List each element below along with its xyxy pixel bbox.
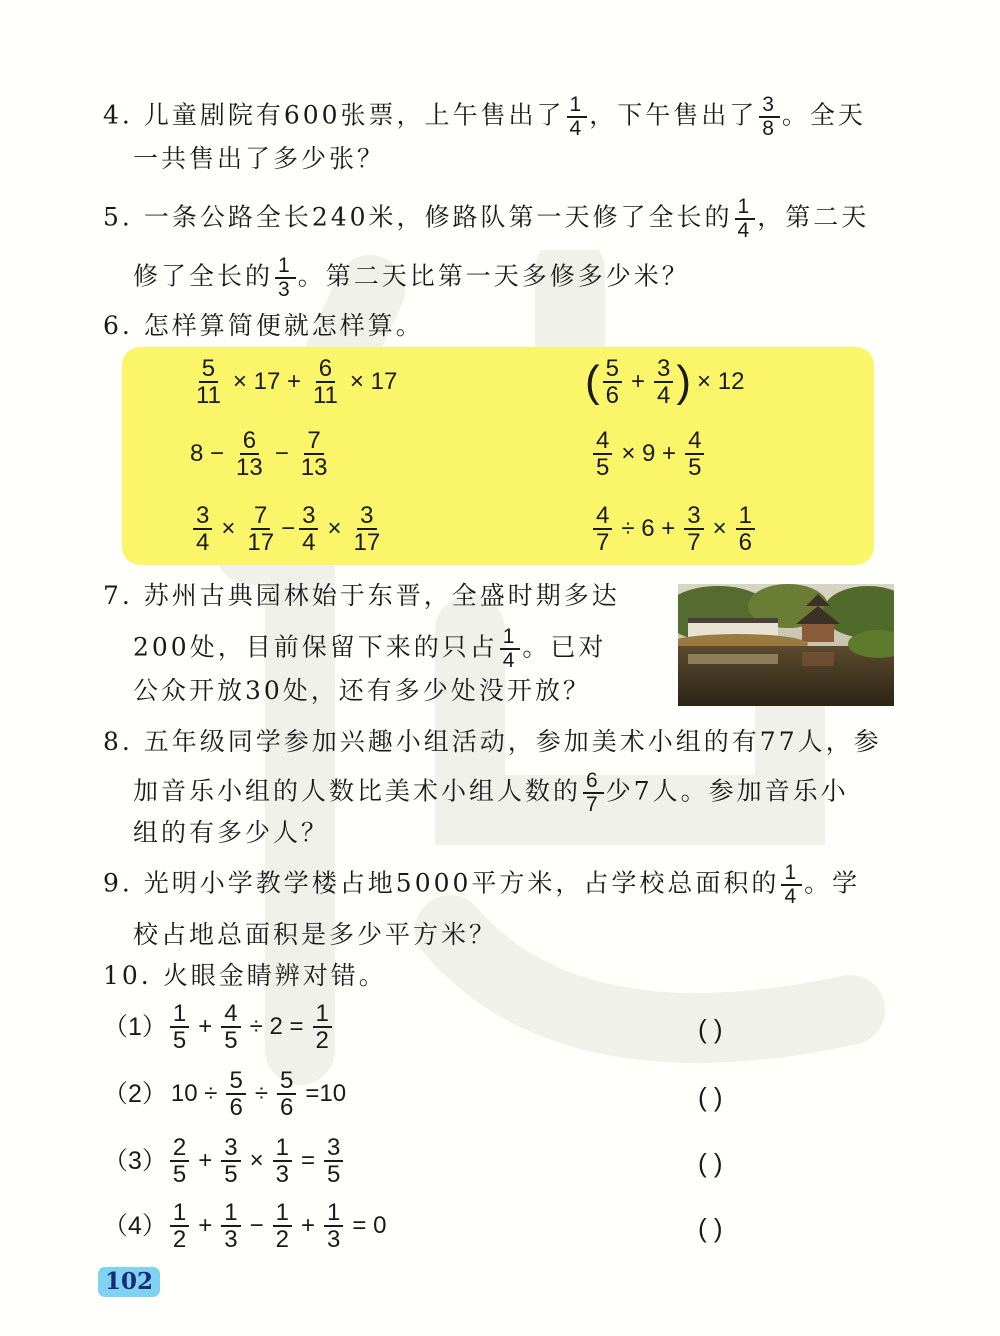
numerator: 3	[299, 503, 318, 530]
denominator: 4	[657, 382, 671, 409]
denominator: 6	[229, 1094, 243, 1121]
numerator: 4	[685, 428, 704, 455]
numerator: 5	[226, 1068, 245, 1095]
expression-5	[190, 503, 386, 555]
problem-9-line-2: 校占地总面积是多少平方米？	[133, 920, 498, 949]
fraction	[583, 770, 604, 816]
fraction	[500, 626, 521, 672]
problem-text: 200处，目前保留下来的只占	[133, 632, 498, 662]
answer-bracket[interactable]: ( )	[698, 1014, 723, 1044]
fraction	[324, 1135, 343, 1187]
numerator: 2	[170, 1135, 189, 1162]
problem-8-line-1: 8. 五年级同学参加兴趣小组活动，参加美术小组的有77人，参	[103, 727, 882, 756]
fraction	[275, 255, 296, 301]
denominator: 6	[738, 529, 752, 556]
expression-6	[590, 503, 758, 555]
denominator: 11	[312, 382, 338, 409]
denominator: 7	[596, 529, 610, 556]
denominator: 3	[278, 278, 293, 302]
fraction	[593, 503, 612, 555]
fraction	[244, 503, 277, 555]
right-parenthesis: )	[676, 357, 692, 407]
numerator: 1	[170, 1200, 189, 1227]
problem-text: 儿童剧院有600张票，上午售出了	[143, 100, 565, 130]
problem-4-line-1	[103, 94, 866, 140]
denominator: 4	[569, 117, 585, 141]
denominator: 5	[327, 1161, 341, 1188]
expression-2	[585, 356, 750, 408]
problem-text: 加音乐小组的人数比美术小组人数的	[133, 776, 582, 806]
numerator: 1	[500, 626, 521, 650]
numerator: 3	[759, 94, 780, 118]
item-index: （2）	[103, 1079, 167, 1108]
numerator: 1	[313, 1001, 332, 1028]
denominator: 5	[688, 454, 702, 481]
problem-text: 。学	[804, 868, 861, 898]
fraction	[567, 94, 588, 140]
fraction	[193, 503, 212, 555]
judgement-4	[103, 1198, 392, 1254]
left-parenthesis: (	[585, 357, 600, 407]
fraction	[170, 1200, 189, 1252]
problem-8-line-2	[133, 770, 849, 816]
fraction	[684, 503, 703, 555]
fraction	[603, 356, 622, 408]
fraction	[298, 428, 331, 480]
operator: = 0	[352, 1212, 387, 1239]
fraction	[310, 356, 341, 408]
operator: ÷	[254, 1080, 268, 1107]
fraction	[736, 503, 755, 555]
numerator: 3	[357, 503, 376, 530]
fraction	[170, 1135, 189, 1187]
numerator: 1	[781, 862, 802, 886]
operator: ÷ 6 +	[621, 515, 676, 542]
fraction	[221, 1135, 240, 1187]
problem-text: 。全天	[781, 100, 866, 130]
fraction	[324, 1200, 343, 1252]
operator: 8 −	[190, 440, 225, 467]
problem-7-line-3: 公众开放30处，还有多少处没开放？	[133, 676, 591, 705]
denominator: 13	[236, 454, 263, 481]
numerator: 1	[221, 1200, 240, 1227]
fraction	[350, 503, 383, 555]
item-index: （4）	[103, 1211, 167, 1240]
denominator: 5	[596, 454, 610, 481]
judgement-3	[103, 1133, 346, 1189]
denominator: 3	[275, 1161, 290, 1188]
denominator: 5	[224, 1161, 238, 1188]
garden-photo	[678, 584, 894, 706]
denominator: 2	[315, 1027, 329, 1054]
operator: 10 ÷	[170, 1080, 218, 1107]
numerator: 6	[583, 770, 604, 794]
numerator: 3	[193, 503, 212, 530]
problem-number: 4.	[103, 100, 133, 130]
problem-number: 5.	[103, 202, 133, 232]
problem-text: 一条公路全长240米，修路队第一天修了全长的	[143, 202, 733, 232]
denominator: 3	[224, 1226, 238, 1253]
denominator: 6	[605, 382, 620, 409]
problem-text: 少7人。参加音乐小	[605, 776, 849, 806]
denominator: 3	[327, 1226, 341, 1253]
numerator: 7	[251, 503, 270, 530]
answer-bracket[interactable]: ( )	[698, 1213, 723, 1243]
operator: +	[198, 1147, 213, 1174]
fraction	[299, 503, 318, 555]
denominator: 4	[196, 529, 210, 556]
answer-bracket[interactable]: ( )	[698, 1082, 723, 1112]
numerator: 4	[593, 503, 612, 530]
expression-3	[190, 428, 333, 480]
judgement-1	[103, 999, 335, 1055]
operator: −	[281, 515, 296, 542]
problem-6-heading: 6. 怎样算简便就怎样算。	[103, 311, 424, 340]
operator: +	[198, 1212, 213, 1239]
denominator: 2	[172, 1226, 187, 1253]
denominator: 17	[353, 529, 381, 556]
numerator: 7	[304, 428, 323, 455]
operator: =10	[305, 1080, 347, 1107]
problem-text: 。已对	[522, 632, 607, 662]
problem-7-line-2	[133, 626, 606, 672]
numerator: 1	[273, 1200, 292, 1227]
fraction	[685, 428, 704, 480]
fraction	[193, 356, 224, 408]
operator: +	[198, 1013, 213, 1040]
operator: −	[249, 1212, 264, 1239]
numerator: 5	[277, 1068, 296, 1095]
problem-10-heading: 10. 火眼金睛辨对错。	[103, 961, 387, 990]
denominator: 4	[502, 649, 518, 673]
denominator: 7	[687, 529, 701, 556]
operator: × 12	[697, 368, 745, 395]
numerator: 3	[324, 1135, 343, 1162]
fraction	[654, 356, 673, 408]
denominator: 5	[172, 1161, 187, 1188]
operator: +	[301, 1212, 316, 1239]
operator: × 9 +	[621, 440, 677, 467]
operator: ×	[327, 515, 342, 542]
problem-text: 9. 光明小学教学楼占地5000平方米，占学校总面积的	[103, 868, 780, 898]
numerator: 3	[684, 503, 703, 530]
fraction	[273, 1135, 292, 1187]
fraction	[233, 428, 266, 480]
fraction	[226, 1068, 245, 1120]
fraction	[735, 196, 756, 242]
denominator: 5	[172, 1027, 187, 1054]
numerator: 6	[316, 356, 335, 383]
denominator: 5	[224, 1027, 238, 1054]
operator: ×	[221, 515, 236, 542]
numerator: 4	[221, 1001, 240, 1028]
numerator: 1	[735, 196, 756, 220]
operator: ×	[712, 515, 727, 542]
numerator: 1	[324, 1200, 343, 1227]
operator: × 17 +	[232, 368, 301, 395]
problem-8-line-3: 组的有多少人？	[133, 818, 330, 847]
fraction	[221, 1001, 240, 1053]
numerator: 5	[603, 356, 622, 383]
problem-5-line-1	[103, 196, 869, 242]
problem-4-line-2: 一共售出了多少张？	[133, 144, 386, 173]
fraction	[781, 862, 802, 908]
numerator: 3	[221, 1135, 240, 1162]
expression-1	[190, 356, 403, 408]
fraction	[273, 1200, 292, 1252]
problem-5-line-2	[133, 255, 690, 301]
numerator: 3	[654, 356, 673, 383]
denominator: 4	[737, 219, 753, 243]
operator: ÷ 2 =	[249, 1013, 304, 1040]
operator: −	[274, 440, 289, 467]
denominator: 17	[247, 529, 275, 556]
denominator: 2	[275, 1226, 290, 1253]
fraction	[170, 1001, 189, 1053]
item-index: （3）	[103, 1146, 167, 1175]
problem-text: 。第二天比第一天多修多少米？	[297, 261, 690, 291]
problem-7-line-1: 7. 苏州古典园林始于东晋，全盛时期多达	[103, 581, 620, 610]
numerator: 1	[273, 1135, 292, 1162]
numerator: 1	[170, 1001, 189, 1028]
denominator: 7	[586, 793, 601, 817]
fraction	[221, 1200, 240, 1252]
numerator: 5	[199, 356, 218, 383]
denominator: 4	[302, 529, 316, 556]
fraction	[277, 1068, 296, 1120]
problem-text: 修了全长的	[133, 261, 274, 291]
numerator: 6	[240, 428, 259, 455]
operator: +	[631, 368, 646, 395]
fraction	[313, 1001, 332, 1053]
denominator: 4	[784, 885, 800, 909]
numerator: 1	[275, 255, 296, 279]
denominator: 13	[300, 454, 328, 481]
operator: ×	[249, 1147, 264, 1174]
numerator: 1	[567, 94, 588, 118]
page-number: 102	[98, 1267, 160, 1297]
numerator: 4	[593, 428, 612, 455]
operator: =	[301, 1147, 316, 1174]
problem-text: ，下午售出了	[589, 100, 758, 130]
fraction	[759, 94, 780, 140]
denominator: 11	[196, 382, 221, 409]
expression-4	[590, 428, 707, 480]
fraction	[593, 428, 612, 480]
problem-9-line-1	[103, 862, 860, 908]
numerator: 1	[736, 503, 755, 530]
judgement-2	[103, 1066, 352, 1122]
denominator: 6	[279, 1094, 294, 1121]
item-index: （1）	[103, 1012, 167, 1041]
problem-text: ，第二天	[757, 202, 870, 232]
answer-bracket[interactable]: ( )	[698, 1148, 723, 1178]
operator: × 17	[349, 368, 398, 395]
denominator: 8	[762, 117, 777, 141]
